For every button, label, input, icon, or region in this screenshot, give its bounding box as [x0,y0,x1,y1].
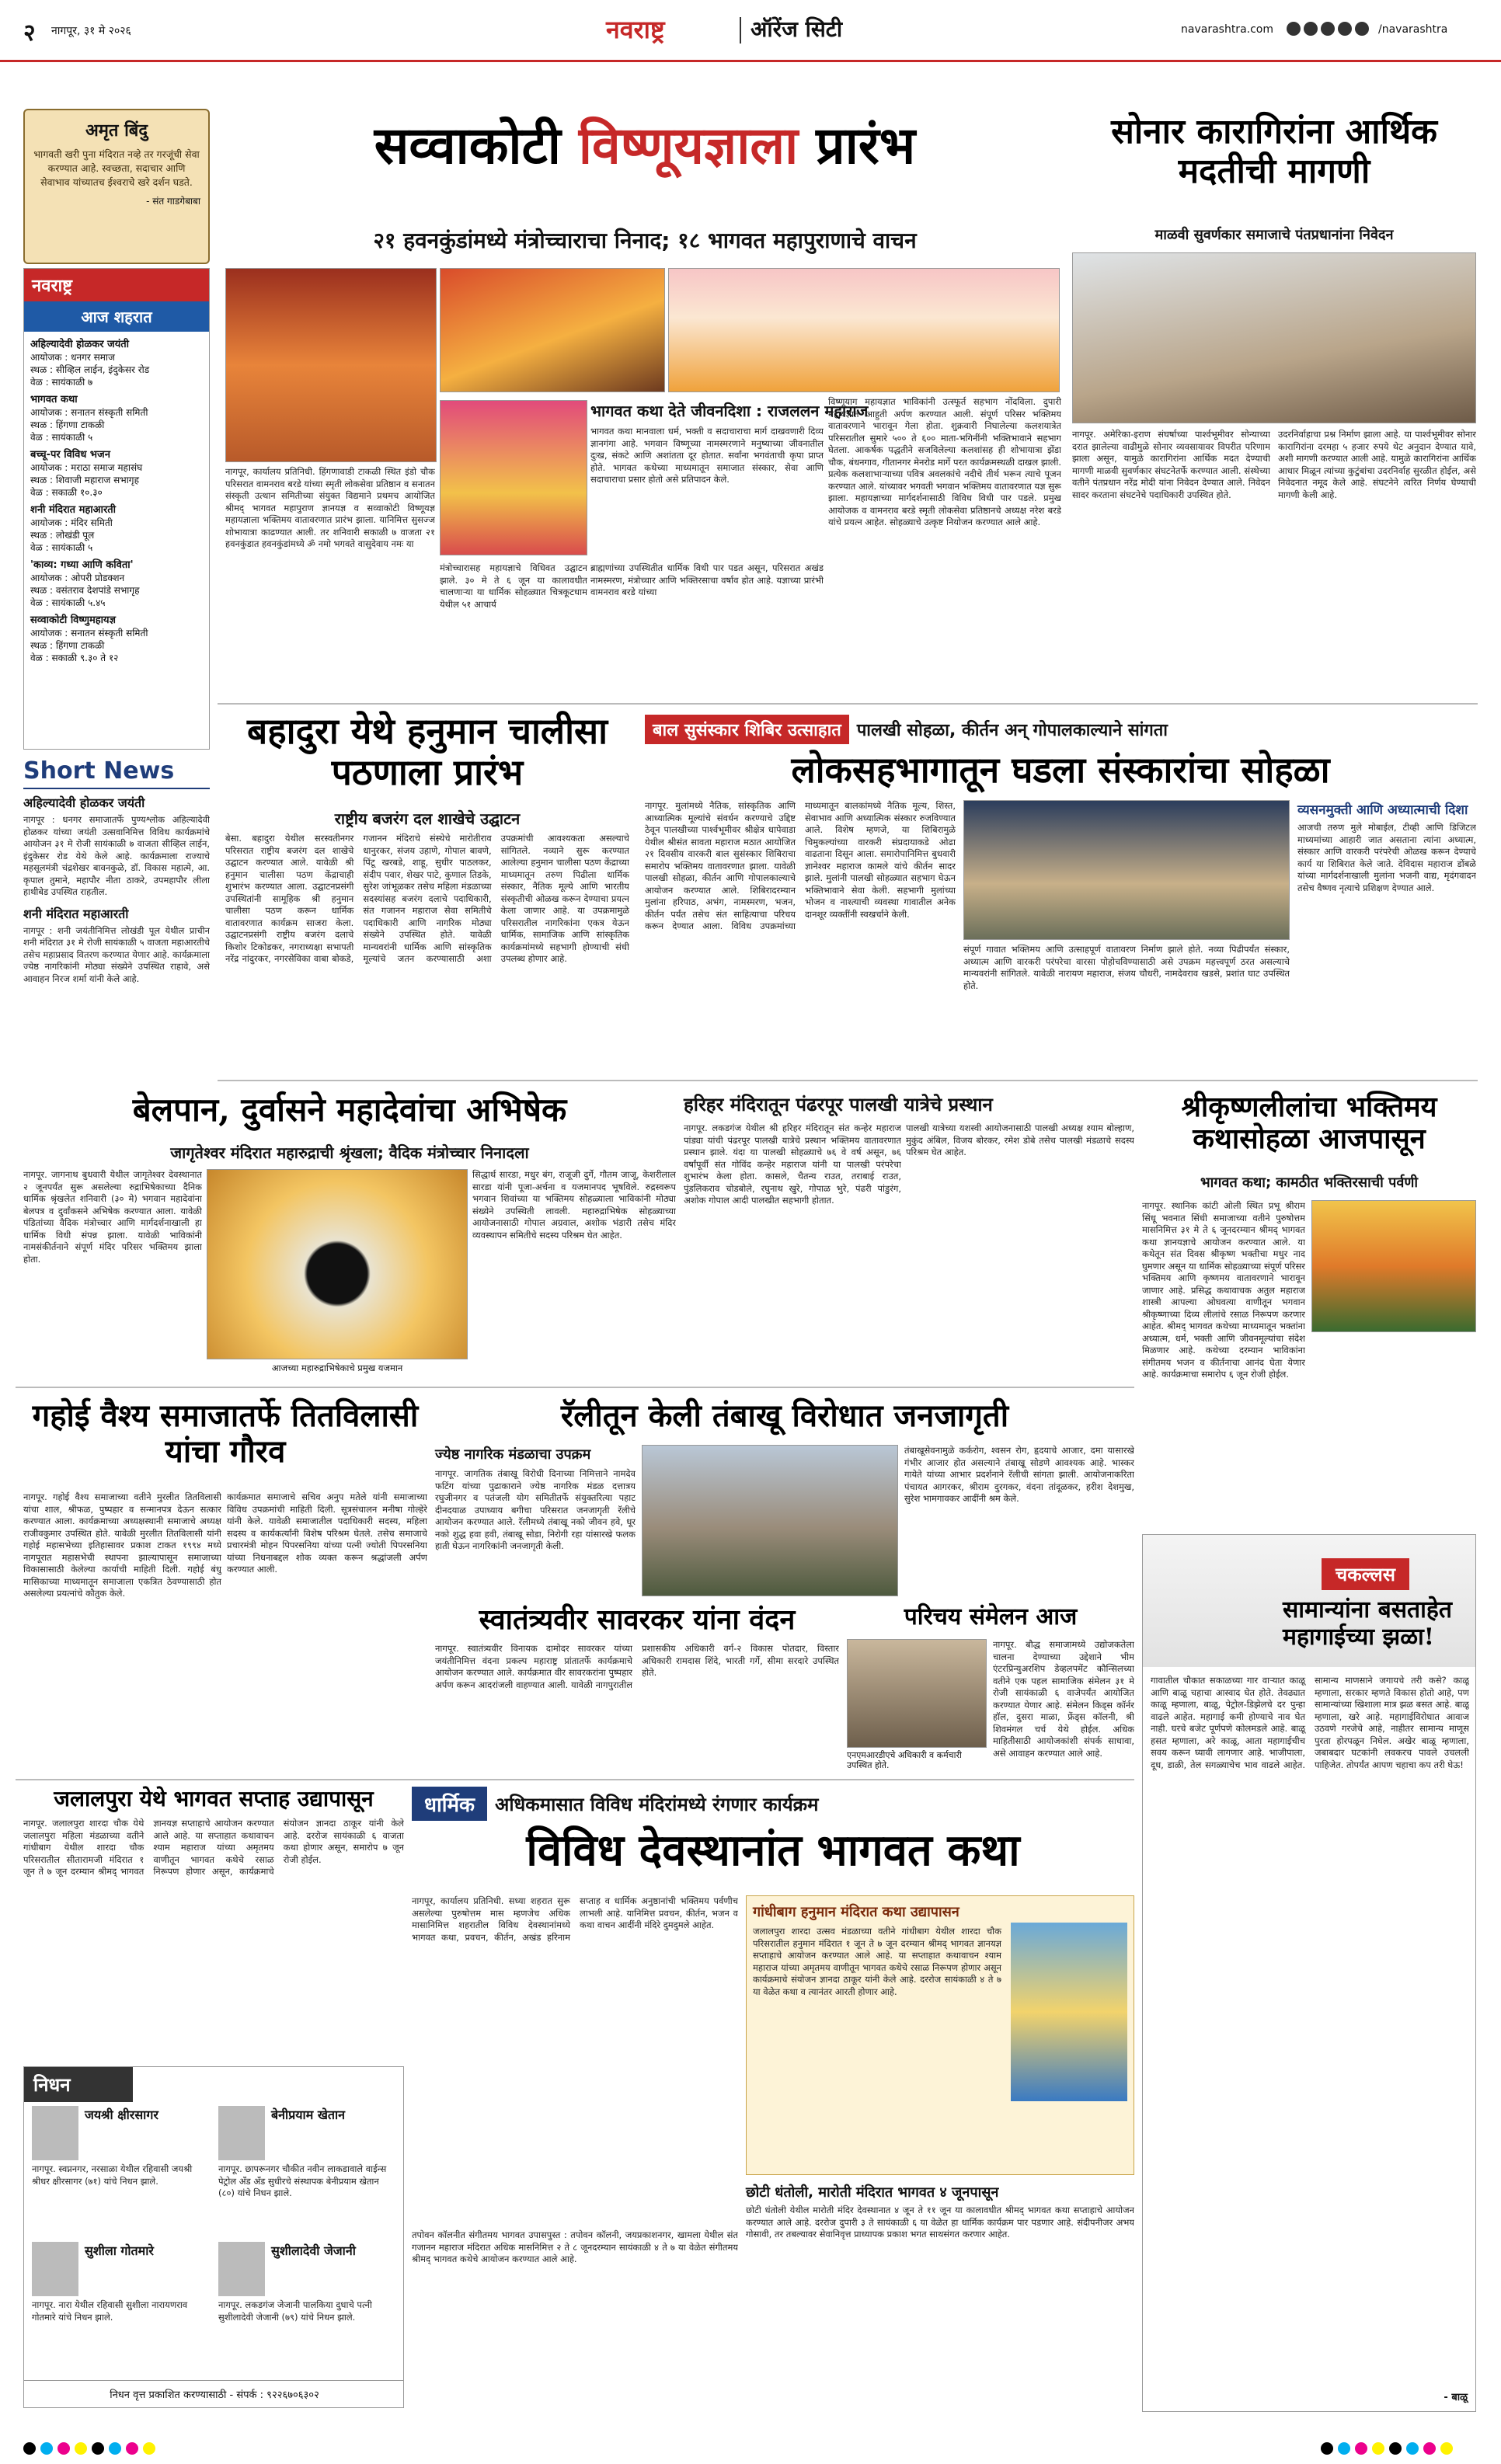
obit-text: नागपूर. नारा येथील रहिवासी सुशीला नारायणराव गोतमारे यांचे निधन झाले. [32,2299,188,2323]
lead-deck: २१ हवनकुंडांमध्ये मंत्रोच्चाराचा निनाद; १८ भागवत महापुराणाचे वाचन [373,228,917,253]
harihar-headline: हरिहर मंदिरातून पंढरपूर पालखी यात्रेचे प्रस्थान [684,1094,993,1115]
sanskar-tag: बाल सुसंस्कार शिबिर उत्साहात [645,715,849,744]
social-handle: /navarashtra [1378,23,1448,36]
harihar-text: नागपूर. लकडगंज येथील श्री हरिहर मंदिरातून संत कन्हेर महाराज पांड्या यांची पंढरपूर पालखी यात्रेचे प्रस्थान भक्तिमय वातावरणात प्रस्थान झाले. यंदा या पालखी सोहळ्याचे ७६ वे वर्ष असून, ७६ वर्षांपूर्वी संत गोविंद कन्हेर महाराज यांनी या पालखी परंपरेचा शुभारंभ केला होता. कासले, चैतन्य राउत, तराबाई राउत, पुंडलिकराव चोडबोले, रघुनाथ खुरे, गोपाळ भुरे, पंढरी पांडुरंग, अशोक गोपाल आदी पालखीत सहभागी होतात. [684,1122,901,1206]
tobacco-text-2: तंबाखूसेवनामुळे कर्करोग, श्वसन रोग, हृदयाचे आजार, दमा यासारखे गंभीर आजार होत असल्याने तंबाखू सोडणे आवश्यक आहे. भास्कर गायेते यांच्या आभार प्रदर्शनाने रॅलीची सांगता झाली. आयोजनाकरिता पंचायत आगरकर, श्रीराम दुरगकर, वंदना तांदूळकर, हरीश देशमुख, सुरेश भामगावकर आदींनी श्रम केले. [904,1445,1134,1504]
today-title: आज शहरात [24,301,209,332]
hanuman-text: बेसा. बहादुरा येथील सरस्वतीनगर परिसरात राष्ट्रीय बजरंग दल शाखेचे उद्घाटन करण्यात आले. यावेळी श्री हनुमान चालीसा पठण केंद्राचाही शुभारंभ करण्यात आला. उद्घाटनप्रसंगी उपस्थितांनी सामूहिक श्री हनुमान चालीसा पठण करून धार्मिक वातावरणात कार्यक्रम साजरा केला. उद्घाटनप्रसंगी राष्ट्रीय बजरंग दलाचे किशोर टिकोडकर, नगराध्यक्षा सभापती नरेंद्र नांदुरकर, नगरसेविका वाबा बोकडे, गजानन मंदिराचे संस्थेचे मारोतीराव धानुरकर, संजय उहाणे, गोपाल बावणे, पिंटू खरबडे, शाहू, सुधीर पाठलकर, संदीप पवार, शेखर पाटे, कुणाल तिडके, सुरेश जांभूळकर तसेच महिला मंडळाच्या सदस्यांसह बजरंग दलाचे पदाधिकारी, संत गजानन महाराज सेवा समितीचे पदाधिकारी आणि नागरिक मोठ्या संख्येने उपस्थित होते. यावेळी मान्यवरांनी धार्मिक आणि सांस्कृतिक मूल्यांचे जतन करण्यासाठी अशा उपक्रमांची आवश्यकता असल्याचे सांगितले. नव्याने सुरू करण्यात आलेल्या हनुमान चालीसा पठण केंद्राच्या माध्यमातून तरुण पिढीला धार्मिक संस्कार, नैतिक मूल्ये आणि भारतीय संस्कृतीची ओळख करून देण्याचा प्रयत्न केला जाणार आहे. या उपक्रमामुळे परिसरातील नागरिकांना एकत्र येऊन धार्मिक, सामाजिक आणि सांस्कृतिक कार्यक्रमांमध्ये सहभागी होण्याची संधी उपलब्ध होणार आहे. [225,833,629,964]
dharmik-tag-2: अधिकमासात विविध मंदिरांमध्ये रंगणार कार्यक्रम [494,1793,819,1815]
savarkar-photo [847,1639,987,1748]
obit-item [32,2106,211,2187]
havan-photo [440,268,665,392]
dhantoli-head: छोटी धंतोली, मारोती मंदिरात भागवत ४ जूनपासून [746,2184,999,2201]
amrit-bindu-box [23,109,210,264]
gahoi-text: नागपूर. गहोई वैश्य समाजाच्या वतीने मुरलीत तितविलासी यांचा शाल, श्रीफळ, पुष्पहार व सन्मानपत्र देऊन सत्कार करण्यात आला. कार्यक्रमाच्या अध्यक्षस्थानी समाजाचे अध्यक्ष राजीवकुमार उपस्थित होते. यावेळी मुरलीत तितविलासी यांनी गहोई महासभेच्या इतिहासावर प्रकाश टाकत १९९४ मध्ये नागपूरात महासभेची स्थापना झाल्यापासून समाजाच्या विकासासाठी केलेल्या कार्याची माहिती दिली. गहोई बंधु मासिकाच्या माध्यमातून समाजाला एकत्रित ठेवण्यासाठी होत असलेल्या प्रयत्नांचे कौतुक केले. [23,1491,221,1599]
obit-name: जयश्री क्षीरसागर [85,2107,158,2122]
nidhan-title: निधन [24,2067,133,2102]
short-news-box [23,757,210,1068]
lead-col-2: मंत्रोच्चारासह महायज्ञाचे विधिवत उद्घाटन झाले. ३० मे ते ६ जून या कालावधीत चालणाऱ्या या धार्मिक सोहळ्यात चित्रकूटधाम येथील ५१ आचार्य [440,562,587,610]
savarkar-text: नागपूर. स्वातंत्र्यवीर विनायक दामोदर सावरकर यांच्या जयंतीनिमित्त वंदना प्रकल्प महाराष्ट्र प्रांतातर्फे कार्यक्रमाचे आयोजन करण्यात आले. कार्यक्रमात वीर सावरकरांना पुष्पहार अर्पण करून आदरांजली वाहण्यात आली. यावेळी नागपुरातील प्रशासकीय अधिकारी वर्ग-२ विकास पोतदार, विस्तार अधिकारी रामदास शिंदे, भारती गर्गे, सीमा सरदारे उपस्थित होते. [435,1643,839,1690]
jalalpura-text: नागपूर. जलालपुरा शारदा चौक येथे जलालपुरा महिला मंडळाच्या वतीने गांधीबाग येथील शारदा चौक परिसरातील सीतारामजी मंदिरात १ जून ते ७ जून दरम्यान श्रीमद् भागवत ज्ञानयज्ञ सप्ताहाचे आयोजन करण्यात आले आहे. या सप्ताहात कथावाचन श्याम महाराज यांच्या अमृतमय वाणीतून भागवत कथेचे रसाळ निरूपण होणार असून, कार्यक्रमाचे संयोजन ज्ञानदा ठाकूर यांनी केले आहे. दररोज सायंकाळी ६ वाजता कथा होणार असून, समारोप ७ जून रोजी होईल. [23,1818,404,1877]
short-head-2: शनी मंदिरात महाआरती [23,906,129,921]
hanuman-headline: बहादुरा येथे हनुमान चालीसा पठणाला प्रारंभ [246,710,608,793]
chakallas-box [1142,1534,1476,2412]
obit-text: नागपूर. छापरूनगर चौकीत नवीन लाकडावाले वाईन्स पेट्रोल अँड अँड सुधीरचे संस्थापक बेनीप्रयाम खेतान (८०) यांचे निधन झाले. [218,2163,387,2198]
amrit-text: भागवती खरी पुना मंदिरात नव्हे तर गरजूंची सेवा करण्यात आहे. स्वच्छता, सदाचार आणि सेवाभाव यांच्यातच ईश्वराचे खरे दर्शन घडते. [33,148,200,188]
nidhan-box [23,2066,404,2408]
sanskar-text-2: संपूर्ण गावात भक्तिमय आणि उत्साहपूर्ण वातावरण निर्माण झाले होते. नव्या पिढीपर्यंत संस्कार, अध्यात्म आणि वारकरी परंपरेचा वारसा पोहोचविण्यासाठी असे उपक्रम महत्त्वपूर्ण ठरत असल्याचे मान्यवरांनी सांगितले. यावेळी नारायण महाराज, संजय चौधरी, नामदेवराव खडसे, प्रशांत घाट उपस्थित होते. [963,944,1290,991]
issue-date: नागपूर, ३१ मे २०२६ [51,25,131,37]
dharmik-headline: विविध देवस्थानांत भागवत कथा [526,1825,1020,1876]
site-url[interactable]: navarashtra.com [1181,23,1273,36]
sanskar-photo [963,800,1290,940]
whatsapp-icon[interactable] [1355,22,1369,36]
jalalpura-headline: जलालपुरा येथे भागवत सप्ताह उद्यापासून [54,1786,374,1811]
gandhibag-text: जलालपुरा शारदा उत्सव मंडळाच्या वतीने गांधीबाग येथील शारदा चौक परिसरातील हनुमान मंदिरात १ जून ते ७ जून दरम्यान श्रीमद् भागवत ज्ञानयज्ञ सप्ताहाचे आयोजन करण्यात आले आहे. या सप्ताहात कथावाचन श्याम महाराज यांच्या अमृतमय वाणीतून भागवत कथेचे रसाळ निरूपण होणार असून कार्यक्रमाचे संयोजन ज्ञानदा ठाकूर यांनी केले आहे. दररोज सायंकाळी ४ ते ७ या वेळेत कथा व त्यानंतर आरती होणार आहे. [753,1926,1001,1997]
gahoi-text-2: कार्यक्रमात समाजाचे सचिव अनुप मतेले यांनी समाजाच्या विविध उपक्रमांची माहिती दिली. सूत्रसंचालन मनीषा गोल्हेरे यांनी केले. यावेळी समाजातील पदाधिकारी सदस्य, महिला सदस्य व कार्यकर्त्यांनी विशेष परिश्रम घेतले. तसेच समाजाचे प्रचारमंत्री मोहन पिपरसनिया यांच्या पत्नी ज्योती पिपरसनिया यांच्या निधनाबद्दल शोक व्यक्त करून श्रद्धांजली अर्पण करण्यात आली. [227,1491,427,1575]
lead-col-4: ब्राह्मणांच्या उपस्थितीत धार्मिक विधी पार पडत असून, परिसरात अखंड नामस्मरण, मंत्रोच्चार आणि भक्तिरसाचा वर्षाव होत आहे. यज्ञाच्या प्रारंभी वामनराव बरडे यांच्या [590,562,824,597]
sonar-col-2: उदरनिर्वाहाचा प्रश्न निर्माण झाला आहे. या पार्श्वभूमीवर सोनार कारागिरांना दरमहा ५ हजार रुपये थेट अनुदान देण्यात यावे, अशी मागणी करण्यात आली आहे. यामुळे कारागिरांना आर्थिक आधार मिळून त्यांच्या कुटुंबांचा उदरनिर्वाह सुरळीत होईल, असे निवेदनात नमूद केले आहे. संघटनेने त्वरित निर्णय घेण्याची मागणी केली आहे. [1278,429,1476,500]
tobacco-text: नागपूर. जागतिक तंबाखू विरोधी दिनाच्या निमित्ताने नामदेव फटिंग यांच्या पुढाकाराने ज्येष्ठ नागरिक मंडळ दत्तात्रय रघुजीनगर व पतंजली योग समितीतर्फे संयुक्तरित्या पहाट दीनदयाळ उपाध्याय बगीचा परिसरात जनजागृती रॅलीचे आयोजन करण्यात आले. रॅलीमध्ये तंबाखू नको जीवन हवे, धूर नको शुद्ध हवा हवी, तंबाखू सोडा, निरोगी रहा यांसारखे फलक हाती घेऊन नागरिकांनी जनजागृती केली. [435,1468,636,1551]
savarkar-caption: एनएमआरडीएचे अधिकारी व कर्मचारी उपस्थित होते. [847,1750,962,1770]
gandhibag-box [746,1895,1134,2175]
event-item: 'काव्य: गध्या आणि कविता' आयोजक : ओपरी प्रोडक्शन स्थळ : वसंतराव देशपांडे सभागृह वेळ : सायंकाळी ५.४५ [30,559,140,608]
obit-item [218,2106,397,2200]
belpan-text-2: सिद्धार्थ सारडा, मधुर बंग, राजूजी दुर्गे, गौतम जाजू, केशरीलाल सारडा यांनी पूजा-अर्चना व यजमानपद भूषविले. रुद्रस्वरूप भगवान शिवांच्या या भक्तिमय सोहळ्याला भाविकांनी मोठ्या संख्येने उपस्थिती लावली. महारुद्राभिषेक सोहळ्याच्या आयोजनासाठी गोपाल अग्रवाल, अशोक भंडारी तसेच मंदिर व्यवस्थापन समितीचे सदस्य परिश्रम घेत आहेत. [472,1169,676,1241]
obit-text: नागपूर. स्वप्ननगर, नरसाळा येथील रहिवासी जयश्री श्रीधर क्षीरसागर (७१) यांचे निधन झाले. [32,2163,193,2187]
edition-name: ऑरेंज सिटी [750,16,843,42]
sanskar-tag-2: पालखी सोहळा, कीर्तन अन् गोपालकाल्याने सांगता [856,721,1168,740]
dharmik-text: नागपूर, कार्यालय प्रतिनिधी. सध्या शहरात सुरू असलेल्या पुरुषोत्तम मास म्हणजेच अधिक मासानिमित्त शहरातील विविध देवस्थानांमध्ये भागवत कथा, प्रवचन, कीर्तन, अखंड हरिनाम सप्ताह व धार्मिक अनुष्ठानांची भक्तिमय पर्वणीच लाभली आहे. यानिमित्त प्रवचन, कीर्तन, भजन व कथा वाचन आदींनी मंदिरे दुमदुमले आहेत. [412,1895,738,1943]
today-city-box [23,268,210,750]
obit-text: नागपूर. लकडगंज जेजानी पालकिया दुधाचे पत्नी सुशीलादेवी जेजानी (७९) यांचे निधन झाले. [218,2299,372,2323]
nidhan-footer: निधन वृत्त प्रकाशित करण्यासाठी - संपर्क : ९२२६७०६३०२ [24,2380,404,2407]
short-news-title: Short News [23,757,210,789]
chakallas-sign: - बाळू [1444,2392,1468,2403]
sanskar-headline: लोकसहभागातून घडला संस्कारांचा सोहळा [791,749,1330,791]
dharmik-text-2: तपोवन कॉलनीत संगीतमय भागवत उपासपुस्त : तपोवन कॉलनी, जयप्रकाशनगर, खामला येथील संत गजानन महाराज मंदिरात अधिक मासनिमित्त २ ते ८ जूनदरम्यान सायंकाळी ४ ते ७ या वेळेत संगीतमय श्रीमद् भागवत कथेचे आयोजन करण्यात आले आहे. [412,2229,738,2264]
sanskar-text: नागपूर. मुलांमध्ये नैतिक, सांस्कृतिक आणि आध्यात्मिक मूल्यांचे संवर्धन करण्याचे उद्दिष्ट ठेवून पालखीच्या पार्श्वभूमीवर श्रीक्षेत्र धापेवाडा येथील श्रीसंत सावता महाराज मठात आयोजित २१ दिवसीय वारकरी बाल सुसंस्कार शिबिराचा समारोप भक्तिमय वातावरणात झाला. यावेळी पालखी सोहळा, कीर्तन आणि गोपालकाल्याचे आयोजन करण्यात आले. शिबिरादरम्यान मुलांना हरिपाठ, अभंग, नामस्मरण, भजन, कीर्तन पर्यंत तसेच संत साहित्याचा परिचय करून देण्यात आला. विविध उपक्रमांच्या माध्यमातून बालकांमध्ये नैतिक मूल्य, शिस्त, सेवाभाव आणि अध्यात्मिक संस्कार रुजविण्यात आले. विशेष म्हणजे, या शिबिरामुळे चिमुकल्यांच्या वारकरी संप्रदायाकडे ओढा वाढताना दिसून आला. समारोपानिमित्त बुधवारी ज्ञानेश्वर महाराज कामले यांचे कीर्तन सादर झाले. मुलांनी पालखी सोहळ्यात सहभाग घेऊन भक्तिभावाने सेवा केली. सहभागी मुलांच्या भोजन व नाश्त्याची व्यवस्था गावातील अनेक दानशूर व्यक्तींनी स्वखर्चाने केली. [645,800,956,931]
parichay-headline: परिचय संमेलन आज [904,1603,1078,1630]
sonar-headline: सोनार कारागिरांना आर्थिक मदतीची मागणी [1111,112,1437,191]
procession-photo [440,400,587,555]
shivling-photo [207,1169,468,1359]
sonar-photo [1072,252,1476,423]
krishna-text: नागपूर. स्थानिक कांटी ओली स्थित प्रभू श्रीराम सिंधू भवनात सिंधी समाजाच्या वतीने पुरुषोत्तम मासनिमित्त ३१ मे ते ६ जूनदरम्यान श्रीमद् भागवत कथा ज्ञानयज्ञाचे आयोजन करण्यात आले. या कथेतून संत दिवस श्रीकृष्ण भक्तीचा मधुर नाद घुमणार असून या धार्मिक सोहळ्याच्या संपूर्ण परिसर भक्तिमय आणि कृष्णमय वातावरणाने भारावून जाणार आहे. प्रसिद्ध कथावाचक अतुल महाराज शास्त्री आपल्या ओघवत्या वाणीतून भगवान श्रीकृष्णाच्या दिव्य लीलांचे रसाळ निरूपण करणार आहेत. श्रीमद् भागवत कथेच्या माध्यमातून भक्तांना अध्यात्म, धर्म, भक्ती आणि जीवनमूल्यांचा संदेश मिळणार आहे. कथेच्या दरम्यान भाविकांना संगीतमय भजन व कीर्तनाचा आनंद घेता येणार आहे. कार्यक्रमाचा समारोप ६ जून रोजी होईल. [1142,1200,1305,1380]
sonar-col-1: नागपूर. अमेरिका-इराण संघर्षाच्या पार्श्वभूमीवर सोन्याच्या दरात झालेल्या वाढीमुळे सोनार व्यवसायावर विपरीत परिणाम झाला असून, यामुळे कारागिरांना आर्थिक मदत देण्याची मागणी माळवी सुवर्णकार संघटनेतर्फे करण्यात आली. संस्थेच्या वतीने पंतप्रधान नरेंद्र मोदी यांना निवेदन देण्यात आले. निवेदन सादर करताना संघटनेचे पदाधिकारी उपस्थित होते. [1072,429,1270,500]
rally-photo [642,1445,898,1596]
obit-name: बेनीप्रयाम खेतान [271,2107,346,2122]
today-logo: नवराष्ट्र [24,269,209,301]
krishna-photo [1311,1200,1476,1332]
social-icons [1287,22,1369,36]
sanskar-side-text: आजची तरुण मुले मोबाईल, टीव्ही आणि डिजिटल माध्यमांच्या आहारी जात असताना त्यांना अध्यात्म, संस्कार आणि वारकरी परंपरेची ओळख करून देण्याचे कार्य या शिबिरात केले जाते. देविदास महाराज डोंबळे यांच्या मार्गदर्शनाखाली मुलांना भजनी वाद्य, मृदंगवादन तसेच वैष्णव नृत्याचे प्रशिक्षण देण्यात आले. [1297,822,1476,893]
facebook-icon[interactable] [1287,22,1301,36]
obit-name: सुशीला गोतमारे [85,2243,154,2258]
belpan-headline: बेलपान, दुर्वासने महादेवांचा अभिषेक [132,1091,567,1129]
masthead [0,0,1501,62]
dharmik-tag: धार्मिक [412,1787,487,1821]
page-number: २ [23,19,36,47]
belpan-deck: जागृतेश्वर मंदिरात महारुद्राची श्रृंखला; वैदिक मंत्रोच्चार निनादला [170,1143,529,1162]
belpan-text: नागपूर. जागनाथ बुधवारी येथील जागृतेश्वर देवस्थानात २ जूनपर्यंत सुरू असलेल्या रुद्राभिषेकाच्या दैनिक धार्मिक श्रृंखलेत शनिवारी (३० मे) भगवान महादेवांना बेलपत्र व दुर्वांकसने अभिषेक करण्यात आला. यावेळी पंडितांच्या वैदिक मंत्रोच्चार आणि मार्गदर्शनाखाली हा धार्मिक विधी संपन्न झाला. यावेळी भाविकांनी नामसंकीर्तनाने संपूर्ण मंदिर परिसर भक्तिमय झाला होता. [23,1169,202,1265]
amrit-sign: - संत गाडगेबाबा [146,196,200,207]
parichay-text: नागपूर. बौद्ध समाजामध्ये उद्योजकतेला चालना देण्याच्या उद्देशाने भीम एंटरप्रिन्युअरशिप डेव्हलपमेंट कौन्सिलच्या वतीने एक पहल सामाजिक संमेलन ३१ मे रोजी सायंकाळी ६ वाजेपर्यंत आयोजित करण्यात येणार आहे. संमेलन किड्स कॉर्नर हॉल, दुसरा माळा, फ्रेंड्स कॉलनी, श्री शिवमंगल चर्च येथे होईल. अधिक माहितीसाठी आयोजकांशी संपर्क साधावा, असे आवाहन करण्यात आले आहे. [993,1639,1134,1759]
sonar-deck: माळवी सुवर्णकार समाजाचे पंतप्रधानांना निवेदन [1154,227,1394,243]
chakallas-headline: सामान्यांना बसताहेत महागाईच्या झळा! [1283,1596,1452,1651]
event-item: भागवत कथा आयोजक : सनातन संस्कृती समिती स्थळ : हिंगणा टाकळी वेळ : सायंकाळी ५ [30,394,148,443]
amrit-title: अमृत बिंदु [85,120,148,141]
lead-col-5: विष्णूयाग महायज्ञात भाविकांनी उत्स्फूर्त सहभाग नोंदविला. दुपारी महायज्ञात आहुती अर्पण करण्यात आली. संपूर्ण परिसर भक्तिमय वातावरणाने भारावून गेला होता. शुक्रवारी निघालेल्या कलशयात्रेत परिसरातील सुमारे ५०० ते ६०० माता-भगिनींनी भक्तिभावाने सहभाग घेतला. आकर्षक पद्धतीने सजविलेल्या कलशांसह ही शोभायात्रा झेंडा चौक, बंधनगाव, गीतानगर मेनरोड मार्गे परत कार्यक्रमस्थळी दाखल झाली. प्रत्येक कलशाभाऱ्याच्या पवित्र अवलकांचे नदीचे तीर्थ भरून त्याचे पूजन करण्यात आले. यांच्यावर भगवती भगवान भक्तिमय वातावरणात यज्ञ सुरू झाला. महायज्ञाच्या मार्गदर्शनासाठी विविध विधी पार पडले. प्रमुख आयोजक व वामनराव बरडे स्मृती लोकसेवा प्रतिष्ठानचे अध्यक्ष नरेश बरडे यांचे प्रयत्न आहेत. सोहळ्याचे उत्कृष्ट नियोजन करण्यात आले आहे. [828,396,1061,527]
yagya-stage-photo [668,268,1060,392]
obit-item [218,2242,397,2323]
gahoi-headline: गहोई वैश्य समाजातर्फे तितविलासी यांचा गौरव [32,1397,419,1470]
lead-col-3: भागवत कथा मानवाला धर्म, भक्ती व सदाचाराचा मार्ग दाखवणारी दिव्य ज्ञानगंगा आहे. भगवान विष्णूच्या नामस्मरणाने मनुष्याच्या जीवनातील दुःख, संकटे आणि अशांतता दूर होतात. सर्वांना भगवंताची कृपा प्राप्त होते. भागवत कथेच्या माध्यमातून समाजात संस्कार, सेवा आणि सदाचाराचा प्रसार होतो असे प्रतिपादन केले. [590,426,824,485]
chakallas-tag: चकल्लस [1322,1558,1409,1590]
krishna-deck: भागवत कथा; कामठीत भक्तिरसाची पर्वणी [1200,1175,1418,1191]
obit-item [32,2242,211,2323]
gandhibag-head: गांधीबाग हनुमान मंदिरात कथा उद्यापासन [753,1904,959,1920]
event-item: बच्चू-पर विविध भजन आयोजक : मराठा समाज महासंघ स्थळ : शिवाजी महाराज सभागृह वेळ : सकाळी १०.३० [30,449,143,498]
belpan-caption: आजच्या महारुद्राभिषेकाचे प्रमुख यजमान [271,1363,403,1373]
chakallas-text: गावातील चौकात सकाळच्या गार वाऱ्यात काळू आणि बाळू चहाचा आस्वाद घेत होते. तेवढ्यात काळू म्हणाला, बाळू, पेट्रोल-डिझेलचे दर पुन्हा वाढले आहेत. महागाई कमी होण्याचे नाव घेत नाही. घरचे बजेट पूर्णपणे कोलमडले आहे. बाळू हसत म्हणाला, अरे काळू, आता महागाईचीच सवय करून घ्यावी लागणार आहे. भाजीपाला, दूध, डाळी, तेल सगळ्याचेच भाव वाढले आहेत. सामान्य माणसाने जगायचे तरी कसे? काळू म्हणाला, सरकार म्हणते विकास होतो आहे, पण सामान्यांच्या खिशाला मात्र झळ बसत आहे. बाळू म्हणाला, खरे आहे. महागाईविरोधात आवाज उठवणे गरजेचे आहे, नाहीतर सामान्य माणूस पुरता होरपळून निघेल. अखेर बाळू म्हणाला, जबाबदार घटकांनी लवकरच पावले उचलली पाहिजेत. तोपर्यंत आपण चहाचा कप तरी घेऊ! [1151,1675,1469,1770]
short-text-1: नागपूर : धनगर समाजातर्फे पुण्यश्लोक अहिल्यादेवी होळकर यांच्या जयंती उत्सवानिमित्त विविध कार्यक्रमांचे आयोजन ३१ मे रोजी सायंकाळी ७ वाजता सीव्हिल लाईन, इंदुकेसर रोड येथे केले आहे. कार्यक्रमाला राज्याचे महसूलमंत्री चंद्रशेखर बावनकुळे, डॉ. विकास महात्मे, आ. कृपाल तुमाने, महापौर नीता ठाकरे, उपमहापौर लीला हाथीबेड उपस्थित राहतील. [23,814,210,897]
x-icon[interactable] [1321,22,1335,36]
registration-marks-left [23,2442,155,2455]
lead-quote: भागवत कथा देते जीवनदिशा : राजललन महाराज [590,402,869,420]
short-head-1: अहिल्यादेवी होळकर जयंती [23,795,145,810]
tobacco-headline: रॅलीतून केली तंबाखू विरोधात जनजागृती [560,1397,1009,1434]
masthead-logo: नवराष्ट्र [606,15,665,44]
event-item: सव्वाकोटी विष्णुमहायज्ञ आयोजक : सनातन संस्कृती समिती स्थळ : हिंगणा टाकळी वेळ : सकाळी ९.३० ते १२ [30,614,148,663]
krishna-headline: श्रीकृष्णलीलांचा भक्तिमय कथासोहळा आजपासून [1181,1091,1437,1156]
instagram-icon[interactable] [1304,22,1318,36]
hanuman-deck: राष्ट्रीय बजरंग दल शाखेचे उद्घाटन [334,809,521,828]
short-text-2: नागपूर : शनी जयंतीनिमित्त लोखंडी पूल येथील प्राचीन शनी मंदिरात ३१ मे रोजी सायंकाळी ५ वाजता महाआरतीचे तसेच महाप्रसाद वितरण करण्यात येणार आहे. कार्यक्रमाला ज्येष्ठ नागरिकांनी मोठ्या संख्येने उपस्थित राहावे, असे आवाहन निरज शर्मा यांनी केले आहे. [23,924,210,984]
tobacco-deck: ज्येष्ठ नागरिक मंडळाचा उपक्रम [435,1446,591,1463]
event-item: अहिल्यादेवी होळकर जयंती आयोजक : धनगर समाज स्थळ : सीव्हिल लाईन, इंदुकेसर रोड वेळ : सायंकाळी ७ [30,339,150,388]
sanskar-tags [645,715,1476,744]
obit-name: सुशीलादेवी जेजानी [271,2243,356,2258]
deity-image [1011,1923,1127,2101]
registration-marks-right [1321,2442,1453,2455]
havan-kund-photo [225,268,437,462]
youtube-icon[interactable] [1338,22,1352,36]
lead-headline: सव्वाकोटी विष्णूयज्ञाला प्रारंभ [374,115,916,176]
sanskar-side-head: व्यसनमुक्ती आणि अध्यात्माची दिशा [1297,802,1468,818]
dhantoli-text: छोटी धंतोली येथील मारोती मंदिर देवस्थानात ४ जून ते ११ जून या कालावधीत श्रीमद् भागवत कथा सप्ताहाचे आयोजन करण्यात आले आहे. दररोज दुपारी ३ ते सायंकाळी ६ या वेळेत हा धार्मिक कार्यक्रम पार पडणार आहे. संदीपनीजर अभय गोसावी, तर तबल्यावर सेवानिवृत्त प्राध्यापक प्रकाश भगत साथसंगत करणार आहेत. [746,2205,1134,2240]
harihar-text-2: पालखी यात्रेच्या यशस्वी आयोजनासाठी पालखी अध्यक्ष श्याम बोल्हाण, मुकुंद अंबिल, विजय बोरकर, रमेश डोबे तसेच पालखी मंडळाचे सदस्य परिश्रम घेत आहेत. [906,1122,1134,1157]
dharmik-tags [412,1787,1134,1821]
event-list [24,332,209,675]
savarkar-headline: स्वातंत्र्यवीर सावरकर यांना वंदन [479,1603,796,1636]
event-item: शनी मंदिरात महाआरती आयोजक : मंदिर समिती स्थळ : लोखंडी पूल वेळ : सायंकाळी ५ [30,504,117,553]
lead-col-1: नागपूर, कार्यालय प्रतिनिधी. हिंगणावाडी टाकळी स्थित इंडो चौक परिसरात वामनराव बरडे यांच्या स्मृती लोकसेवा प्रतिष्ठान व सनातन संस्कृती उत्थान समितीच्या संयुक्त विद्यमाने प्रथमच आयोजित श्रीमद् भागवत महापुराण ज्ञानयज्ञ व सव्वाकोटी विष्णूयज्ञ महायज्ञाला भक्तिमय वातावरणात प्रारंभ झाला. यानिमित्त सुसज्ज शोभायात्रा काढण्यात आली. तर शनिवारी सकाळी ७ वाजता २१ हवनकुंडात हवनकुंडांमध्ये ॐ नमो भगवते वासुदेवाय नमः या [225,466,435,549]
